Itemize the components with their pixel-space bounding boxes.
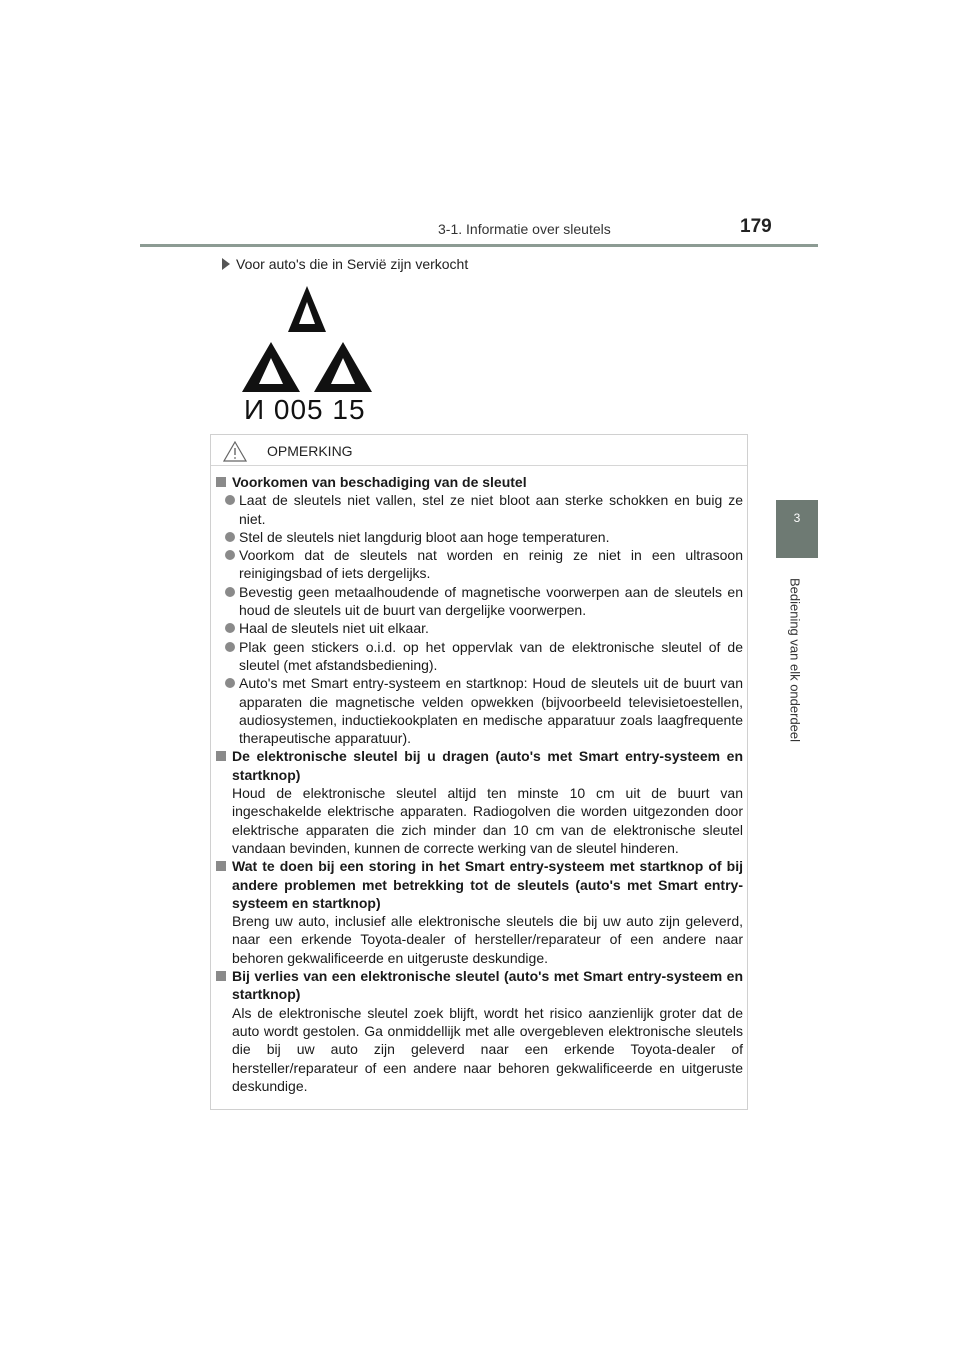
bullet-icon xyxy=(225,587,235,597)
notice-body xyxy=(211,466,747,1095)
section-heading: Wat te doen bij een storing in het Smart entry-systeem met startknop of bij andere problemen met betrekking tot de sleutels (auto's met Smart entry-systeem en startknop) xyxy=(215,857,743,912)
bullet-icon xyxy=(225,642,235,652)
bullet-icon xyxy=(225,495,235,505)
square-bullet-icon xyxy=(216,751,226,761)
section-heading: Bij verlies van een elektronische sleutel (auto's met Smart entry-systeem en startknop) xyxy=(215,967,743,1004)
intro-text: Voor auto's die in Servië zijn verkocht xyxy=(236,256,469,272)
page-number: 179 xyxy=(740,216,772,237)
list-item: Laat de sleutels niet vallen, stel ze niet bloot aan sterke schokken en buig ze niet. xyxy=(225,491,743,528)
square-bullet-icon xyxy=(216,971,226,981)
warning-triangle-icon xyxy=(223,441,247,462)
notice-box xyxy=(210,434,748,1110)
section-text: Als de elektronische sleutel zoek blijft, wordt het risico aanzienlijk groter dat de auto wordt gestolen. Ga onmiddellijk met alle overgebleven elektronische sleutels die bij uw auto zijn geleverd naar een erkende Toyota-dealer of hersteller/reparateur of een andere naar behoren gekwalificeerde en uitgeruste deskundige. xyxy=(232,1004,743,1094)
bullet-icon xyxy=(225,623,235,633)
notice-header xyxy=(211,435,747,466)
list-item: Haal de sleutels niet uit elkaar. xyxy=(225,619,743,637)
chapter-label xyxy=(780,560,810,760)
section-heading: Voorkomen van beschadiging van de sleutel xyxy=(215,473,743,491)
notice-title: OPMERKING xyxy=(267,443,353,459)
chapter-label-text: Bediening van elk onderdeel xyxy=(787,577,803,743)
list-item: Bevestig geen metaalhoudende of magnetische voorwerpen aan de sleutels en houd de sleutels uit de buurt van dergelijke voorwerpen. xyxy=(225,583,743,620)
bullet-icon xyxy=(225,550,235,560)
certification-code: И 005 15 xyxy=(244,394,366,425)
square-bullet-icon xyxy=(216,477,226,487)
bullet-icon xyxy=(225,532,235,542)
section-text: Houd de elektronische sleutel altijd ten minste 10 cm uit de buurt van ingeschakelde elektrische apparaten. Radiogolven die worden uitgezonden door elektrische apparaten die zich minder dan 10 cm van de elektronische sleutel vandaan bevinden, kunnen de correcte werking van de sleutel hinderen. xyxy=(232,785,743,856)
arrow-icon xyxy=(222,258,230,270)
intro-line xyxy=(222,256,468,272)
list-item: Stel de sleutels niet langdurig bloot aan hoge temperaturen. xyxy=(225,528,743,546)
section-text: Breng uw auto, inclusief alle elektronische sleutels die bij uw auto zijn geleverd, naar een erkende Toyota-dealer of hersteller/reparateur of een andere naar behoren gekwalificeerde en uitgeruste deskundige. xyxy=(232,913,743,966)
chapter-tab: 3 xyxy=(776,500,818,558)
square-bullet-icon xyxy=(216,861,226,871)
section-heading: De elektronische sleutel bij u dragen (auto's met Smart entry-systeem en startknop) xyxy=(215,747,743,784)
header-divider xyxy=(140,244,818,247)
section-title: 3-1. Informatie over sleutels xyxy=(438,221,611,237)
bullet-icon xyxy=(225,678,235,688)
list-item: Auto's met Smart entry-systeem en startknop: Houd de sleutels uit de buurt van apparaten die magnetische velden opwekken (bijvoorbeeld televisietoestellen, audiosystemen, inductiekookplaten en medische apparatuur zoals laagfrequente therapeutische apparatuur). xyxy=(225,674,743,747)
list-item: Voorkom dat de sleutels nat worden en reinig ze niet in een ultrasoon reinigingsbad of iets dergelijks. xyxy=(225,546,743,583)
list-item: Plak geen stickers o.i.d. op het oppervlak van de elektronische sleutel of de sleutel (met afstandsbediening). xyxy=(225,638,743,675)
